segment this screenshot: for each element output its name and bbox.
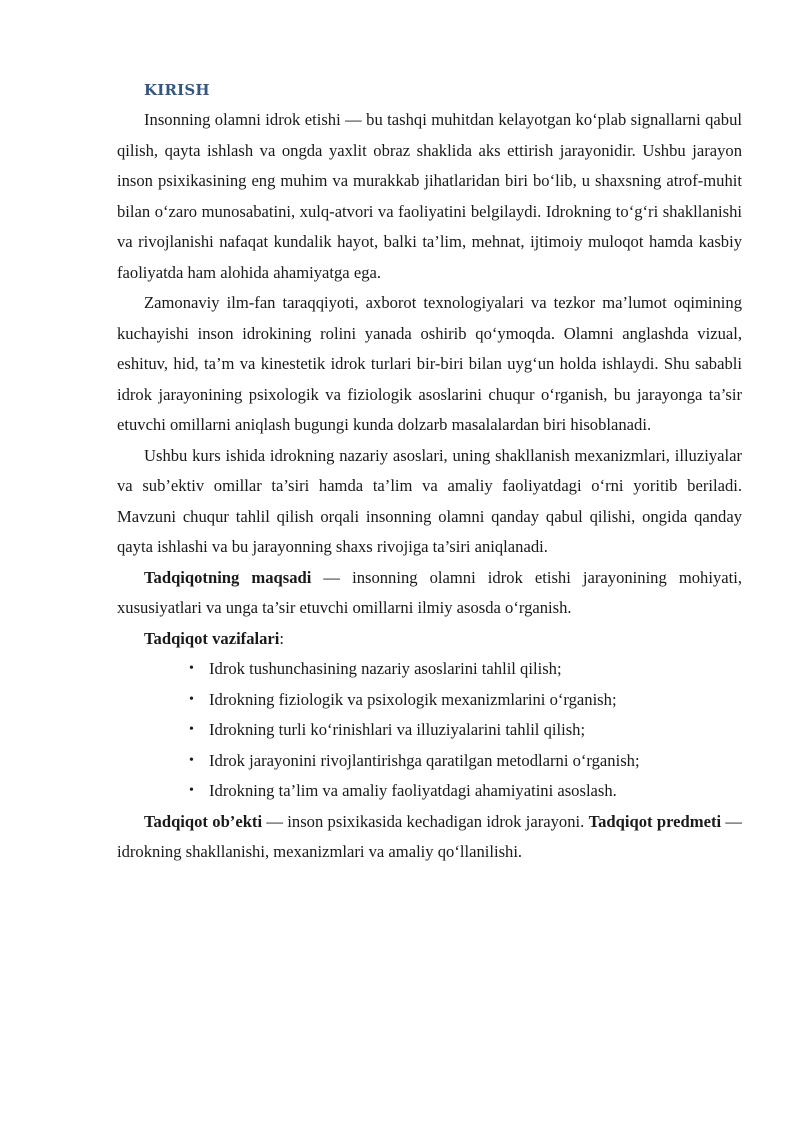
task-text: Idrok jarayonini rivojlantirishga qaratilgan metodlarni o‘rganish; xyxy=(209,750,640,770)
bullet-icon: • xyxy=(189,722,194,737)
section-heading: KIRISH xyxy=(144,81,210,99)
tasks-label: Tadqiqot vazifalari xyxy=(144,628,280,648)
task-list-item xyxy=(189,776,742,807)
goal-text: — insonning olamni idrok etishi jarayonining mohiyati, xususiyatlari va unga ta’sir etuvchi omillarni ilmiy asosda o‘rganish. xyxy=(117,567,742,617)
intro-paragraph-1: Insonning olamni idrok etishi — bu tashqi muhitdan kelayotgan ko‘plab signallarni qabul qilish, qayta ishlash va ongda yaxlit obraz shaklida aks ettirish jarayonidir. Ushbu jarayon inson psixikasining eng muhim va murakkab jihatlaridan biri bo‘lib, u shaxsning atrof-muhit bilan o‘zaro munosabatini, xulq-atvori va faoliyatini belgilaydi. Idrokning to‘g‘ri shakllanishi va rivojlanishi nafaqat kundalik hayot, balki ta’lim, mehnat, ijtimoiy muloqot hamda kasbiy faoliyatda ham alohida ahamiyatga ega. xyxy=(117,110,742,282)
task-text: Idrokning turli ko‘rinishlari va illuziyalarini tahlil qilish; xyxy=(209,720,586,739)
tasks-list xyxy=(117,654,742,807)
object-subject-paragraph xyxy=(117,807,742,868)
tasks-label-colon: : xyxy=(279,628,285,648)
task-text: Idrok tushunchasining nazariy asoslarini tahlil qilish; xyxy=(209,659,562,678)
document-page xyxy=(117,78,742,868)
bullet-icon: • xyxy=(189,783,194,798)
bullet-icon: • xyxy=(189,752,194,768)
intro-paragraph-2: Zamonaviy ilm-fan taraqqiyoti, axborot texnologiyalari va tezkor ma’lumot oqimining kuchayishi inson idrokining rolini yanada oshirib qo‘ymoqda. Olamni anglashda vizual, eshituv, hid, ta’m va kinestetik idrok turlari bir-biri bilan uyg‘un holda ishlaydi. Shu sababli idrok jarayonining psixologik va fiziologik asoslarini chuqur o‘rganish, bu jarayonga ta’sir etuvchi omillarni aniqlash bugungi kunda dolzarb masalalardan biri hisoblanadi. xyxy=(117,293,742,434)
bullet-icon: • xyxy=(189,691,194,707)
bullet-icon: • xyxy=(189,661,194,676)
object-label: Tadqiqot ob’ekti xyxy=(144,811,263,831)
tasks-heading xyxy=(117,624,742,655)
task-list-item xyxy=(189,746,742,777)
object-text: — inson psixikasida kechadigan idrok jarayoni. xyxy=(262,811,589,831)
goal-paragraph xyxy=(117,563,742,624)
subject-text: — idrokning shakllanishi, mexanizmlari va amaliy qo‘llanilishi. xyxy=(117,811,743,861)
task-text: Idrokning fiziologik va psixologik mexanizmlarini o‘rganish; xyxy=(209,689,617,709)
task-list-item xyxy=(189,715,742,746)
task-list-item xyxy=(189,685,742,716)
intro-paragraph-3: Ushbu kurs ishida idrokning nazariy asoslari, uning shakllanish mexanizmlari, illuziyalar va sub’ektiv omillar ta’siri hamda ta’lim va amaliy faoliyatdagi o‘rni yoritib beriladi. Mavzuni chuqur tahlil qilish orqali insonning olamni qanday qabul qilishi, ongida qanday qayta ishlashi va bu jarayonning shaxs rivojiga ta’siri aniqlanadi. xyxy=(117,445,742,556)
goal-label: Tadqiqotning maqsadi xyxy=(144,567,312,587)
task-list-item xyxy=(189,654,742,685)
subject-label: Tadqiqot predmeti xyxy=(588,811,722,831)
task-text: Idrokning ta’lim va amaliy faoliyatdagi ahamiyatini asoslash. xyxy=(209,781,617,800)
